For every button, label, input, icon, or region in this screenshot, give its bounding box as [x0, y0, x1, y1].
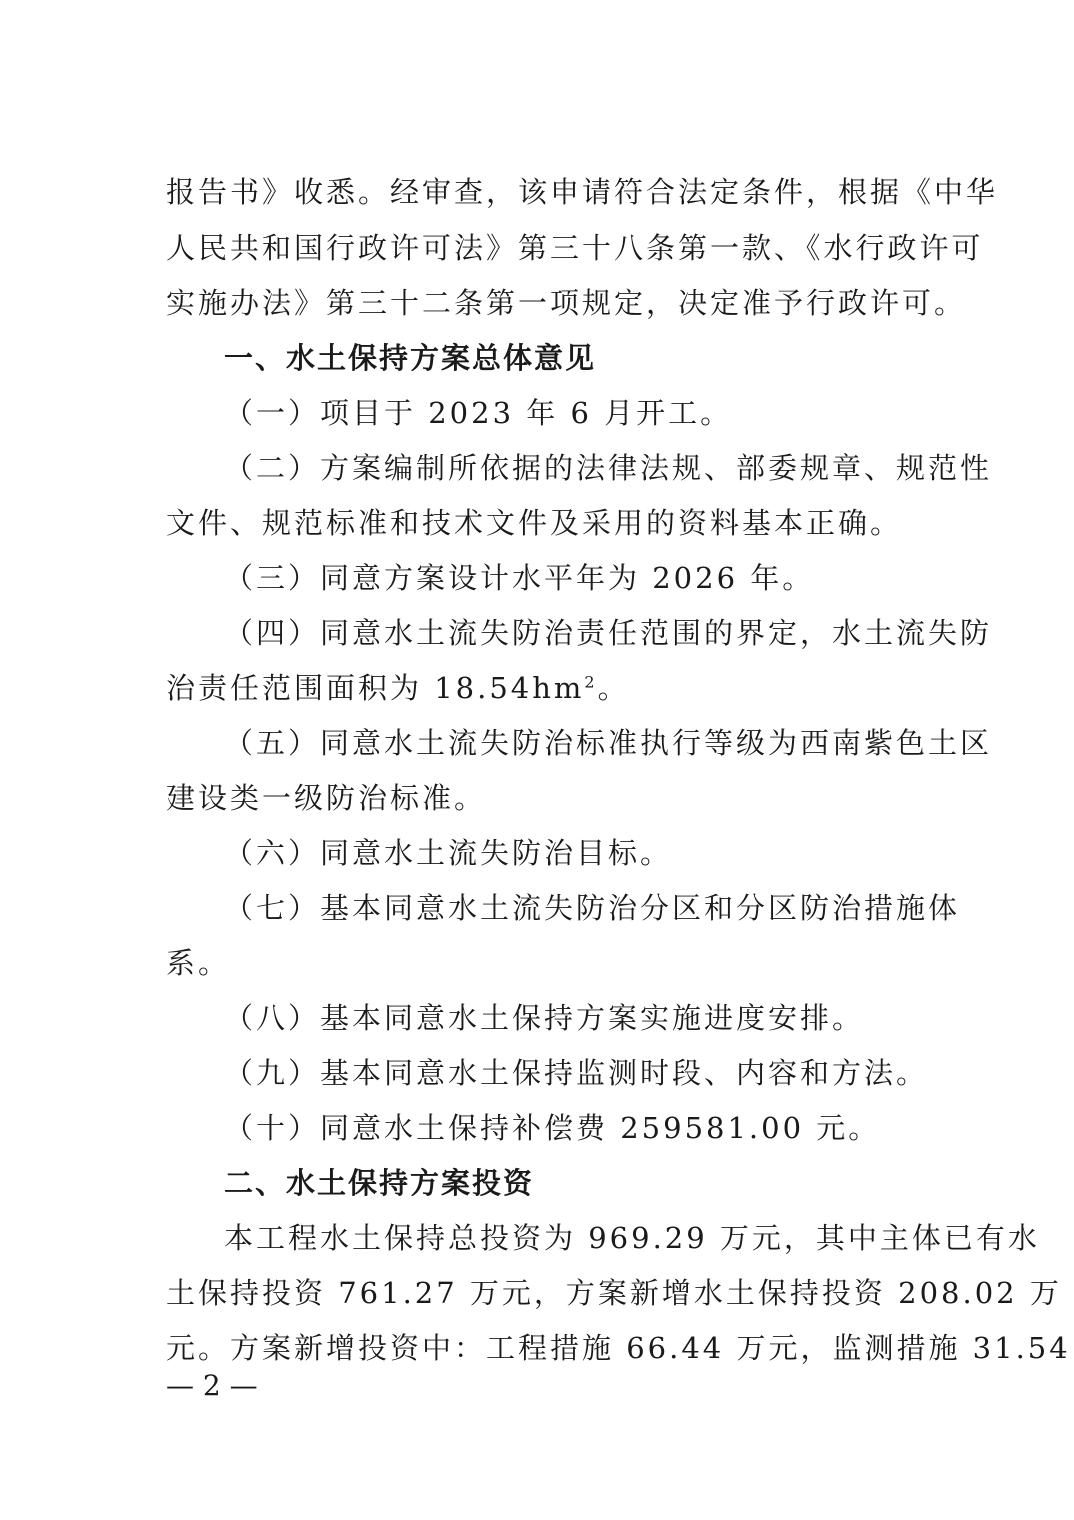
text-line-3: 实施办法》第三十二条第一项规定，决定准予行政许可。 — [166, 286, 967, 320]
item-2-line-1: （二）方案编制所依据的法律法规、部委规章、规范性 — [224, 451, 993, 485]
text-line-2: 人民共和国行政许可法》第三十八条第一款、《水行政许可 — [166, 231, 984, 265]
section-heading-1: 一、水土保持方案总体意见 — [224, 341, 597, 375]
item-8: （八）基本同意水土保持方案实施进度安排。 — [224, 1001, 865, 1035]
section-heading-2: 二、水土保持方案投资 — [224, 1166, 535, 1200]
text-line-1: 报告书》收悉。经审查，该申请符合法定条件，根据《中华 — [166, 175, 999, 209]
item-7-line-2: 系。 — [166, 946, 231, 980]
item-4-line-2 — [166, 668, 911, 708]
investment-line-2: 土保持投资 761.27 万元，方案新增水土保持投资 208.02 万 — [166, 1276, 1062, 1310]
superscript: 2 — [584, 672, 598, 692]
item-1: （一）项目于 2023 年 6 月开工。 — [224, 396, 733, 430]
item-4-text: 治责任范围面积为 18.54hm — [166, 671, 585, 705]
investment-line-1: 本工程水土保持总投资为 969.29 万元，其中主体已有水 — [224, 1221, 1040, 1255]
item-5-line-2: 建设类一级防治标准。 — [166, 781, 487, 815]
page-number: — 2 — — [166, 1369, 258, 1402]
item-4-line-1: （四）同意水土流失防治责任范围的界定，水土流失防 — [224, 616, 993, 650]
item-2-line-2: 文件、规范标准和技术文件及采用的资料基本正确。 — [166, 506, 903, 540]
investment-line-3: 元。方案新增投资中：工程措施 66.44 万元，监测措施 31.54 — [166, 1331, 1071, 1365]
item-6: （六）同意水土流失防治目标。 — [224, 836, 673, 870]
item-5-line-1: （五）同意水土流失防治标准执行等级为西南紫色土区 — [224, 726, 993, 760]
item-4-end: 。 — [597, 671, 630, 705]
item-10: （十）同意水土保持补偿费 259581.00 元。 — [224, 1111, 881, 1145]
item-7-line-1: （七）基本同意水土流失防治分区和分区防治措施体 — [224, 891, 961, 925]
item-3: （三）同意方案设计水平年为 2026 年。 — [224, 561, 815, 595]
item-9: （九）基本同意水土保持监测时段、内容和方法。 — [224, 1056, 929, 1090]
